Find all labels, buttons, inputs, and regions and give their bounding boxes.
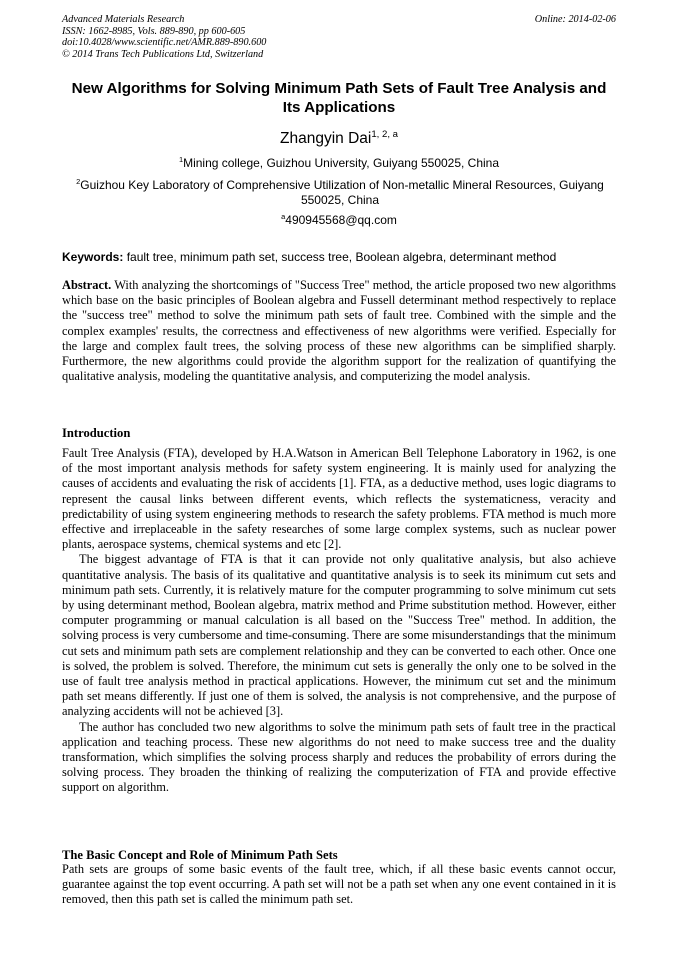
keywords-label: Keywords: <box>62 250 124 264</box>
affiliation-email <box>62 213 616 228</box>
doi-line: doi:10.4028/www.scientific.net/AMR.889-890.600 <box>62 37 267 49</box>
introduction-body <box>62 446 616 796</box>
keywords <box>62 250 618 265</box>
affiliation-2-mark: 2 <box>76 177 81 186</box>
author-name: Zhangyin Dai <box>280 130 372 147</box>
section-heading-minimum-path-sets: The Basic Concept and Role of Minimum Path Sets <box>62 848 338 862</box>
affiliation-2 <box>60 178 620 208</box>
email-mark: a <box>281 212 286 221</box>
keywords-text: fault tree, minimum path set, success tree, Boolean algebra, determinant method <box>123 250 557 264</box>
section-paragraph-path-sets: Path sets are groups of some basic events of the fault tree, which, if all these basic events cannot occur, guarantee against the top event occurring. A path set will not be a path set when any one event contained in it is removed, then this path set is called the minimum path set. <box>62 862 616 907</box>
affiliation-2-text: Guizhou Key Laboratory of Comprehensive Utilization of Non-metallic Mineral Resources, Guiyang 550025, China <box>80 178 604 208</box>
paper-title: New Algorithms for Solving Minimum Path Sets of Fault Tree Analysis and Its Applications <box>71 80 607 116</box>
affiliation-1-text: Mining college, Guizhou University, Guiyang 550025, China <box>183 156 500 170</box>
author-line <box>62 130 616 148</box>
author-affiliation-marks: 1, 2, a <box>371 128 398 140</box>
email-text: 490945568@qq.com <box>285 213 397 227</box>
journal-name: Advanced Materials Research <box>62 14 185 25</box>
copyright-line: © 2014 Trans Tech Publications Ltd, Switzerland <box>62 48 264 60</box>
online-date: Online: 2014-02-06 <box>534 14 616 25</box>
abstract-label: Abstract. <box>62 278 112 292</box>
abstract <box>62 278 616 384</box>
journal-header <box>62 14 616 60</box>
issn-line: ISSN: 1662-8985, Vols. 889-890, pp 600-605 <box>62 25 246 37</box>
introduction-heading: Introduction <box>62 426 131 440</box>
abstract-text: With analyzing the shortcomings of "Success Tree" method, the article proposed two new algorithms which base on the basic principles of Boolean algebra and Fussell determinant method respectively to replace the "success tree" method to solve the minimum path sets of fault tree. Combined with the simple and the complex examples' results, the correctness and effectiveness of new algorithms were verified. Especially for the large and complex fault trees, the solving process of these new algorithms can be simplified sharply. Furthermore, the new algorithms could provide the algorithm support for the realization of quantifying the qualitative analysis, modeling the quantitative analysis, and computerizing the model analysis. <box>62 278 616 384</box>
introduction-paragraph-1: Fault Tree Analysis (FTA), developed by H.A.Watson in American Bell Telephone Laboratory in 1962, is one of the most important analysis methods for safety system engineering. It is mainly used for analyzing the causes of accidents and evaluating the risk of accidents [1]. FTA, as a deductive method, uses logic diagrams to represent the causal links between different events, which reflects the systematicness, veracity and predictability of using system engineering methods to research the safety problems. FTA method is much more effective and irreplaceable in the safety researches of some large complex systems, such as nuclear power plants, aerospace systems, chemical systems and etc [2]. <box>62 446 616 552</box>
introduction-paragraph-2: The biggest advantage of FTA is that it can provide not only qualitative analysis, but also achieve quantitative analysis. The basis of its qualitative and quantitative analysis is to seek its minimum cut sets and minimum path sets. Currently, it is relatively mature for the computer programming to solve minimum cut sets by using determinant method, Boolean algebra, matrix method and Prime substitution method. However, either computer programming or manual calculation is all based on the "Success Tree" method. In addition, the solving process is very cumbersome and time-consuming. There are some misunderstandings that the minimum cut sets and minimum path sets are complement relationship and they can be converted to each other. Once one is solved, the problem is solved. Therefore, the minimum cut sets is generally the only one to be solved in the use of fault tree analysis method in practical applications. However, the minimum cut set and the minimum path set means differently. If just one of them is solved, the analysis is not comprehensive, and the purpose of analyzing accidents will not be achieved [3]. <box>62 552 616 719</box>
affiliation-1-mark: 1 <box>178 155 184 164</box>
affiliation-1 <box>62 156 616 171</box>
introduction-paragraph-3: The author has concluded two new algorithms to solve the minimum path sets of fault tree in the practical application and teaching process. These new algorithms do not need to make success tree and the duality transformation, which simplifies the solving process sharply and reduces the probability of errors during the solving process. They broaden the thinking of realizing the computerization of FTA and provide effective support on algorithm. <box>62 719 616 795</box>
